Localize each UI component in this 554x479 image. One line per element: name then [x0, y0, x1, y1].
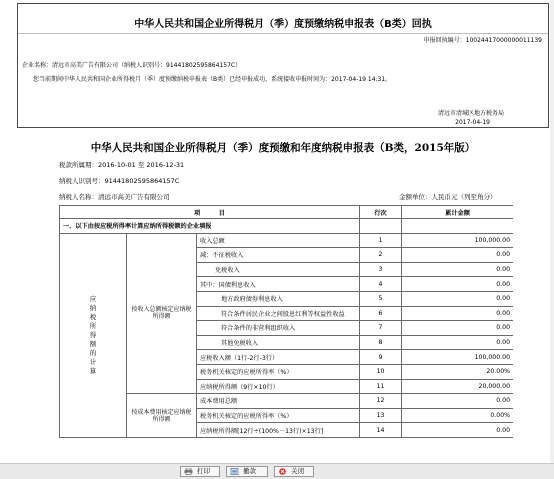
receipt-box: [17, 3, 549, 128]
print-button[interactable]: [180, 466, 220, 477]
receipt-title: 中华人民共和国企业所得税月（季）度预缴纳税申报表（B类）回执: [134, 19, 432, 30]
row-no: 10: [360, 364, 402, 379]
table-header-row: [60, 206, 514, 219]
row-no: 12: [360, 394, 402, 409]
group-income: 按收入总额核定应纳税所得额: [127, 233, 197, 394]
vertical-label-cell: [60, 233, 127, 437]
document-icon: [230, 468, 239, 475]
row-amount[interactable]: 20.00%: [402, 364, 513, 379]
row-no: 11: [360, 379, 402, 394]
section-amount: [402, 219, 513, 234]
row-amount[interactable]: 0.00: [402, 248, 513, 263]
row-amount[interactable]: 0.00: [402, 394, 513, 409]
row-no: 4: [360, 277, 402, 292]
close-button[interactable]: [274, 466, 314, 477]
row-label: 税务机关核定的应税所得率（%）: [197, 408, 360, 423]
header-item: 项 目: [60, 206, 360, 219]
receipt-message: 您当前期间中华人民共和国企业所得税月（季）度预缴纳税申报表（B类）已经申报成功，系统接收申报时间为：2017-04-19 14:31。: [33, 76, 392, 83]
row-label: 免税收入: [197, 262, 360, 277]
receipt-office: 清远市清城区地方税务局: [437, 110, 504, 117]
bottom-toolbar: [0, 463, 554, 479]
receipt-number-value: 10024417000000011139: [465, 37, 542, 44]
row-amount[interactable]: 0.00: [402, 321, 513, 336]
row-label: 符合条件的非营利组织收入: [197, 321, 360, 336]
row-label: 应纳税所得额[12行÷(100%－13行)×13行]: [197, 423, 360, 438]
currency-unit: 金额单位：人民币元（列至角分）: [399, 193, 497, 201]
header-row-no: 行次: [360, 206, 402, 219]
form-title: 中华人民共和国企业所得税月（季）度预缴和年度纳税申报表（B类，2015年版）: [90, 142, 476, 154]
print-label: 打印: [197, 467, 210, 475]
row-label: 符合条件居民企业之间股息红利等权益性收益: [197, 306, 360, 321]
row-label: 收入总额: [197, 233, 360, 248]
receipt-number: [424, 35, 542, 44]
close-label: 关闭: [291, 467, 304, 475]
row-no: 3: [360, 262, 402, 277]
row-amount[interactable]: 0.00%: [402, 408, 513, 423]
row-label: 成本费用总额: [197, 394, 360, 409]
row-label: 其中：国债利息收入: [197, 277, 360, 292]
withdraw-button[interactable]: [226, 466, 268, 477]
row-amount[interactable]: 100,000.00: [402, 350, 513, 365]
tax-period: 税款所属期：2016-10-01 至 2016-12-31: [59, 161, 185, 169]
row-amount[interactable]: 0.00: [402, 306, 513, 321]
row-no: 9: [360, 350, 402, 365]
section-title: 一、以下由按应税所得率计算应纳所得税额的企业填报: [60, 219, 360, 234]
receipt-date: 2017-04-19: [455, 119, 490, 126]
row-no: 5: [360, 291, 402, 306]
row-no: 6: [360, 306, 402, 321]
row-label: 应纳税所得额（9行×10行）: [197, 379, 360, 394]
row-label: 应税收入额（1行-2行-3行）: [197, 350, 360, 365]
taxpayer-name: 纳税人名称：清远市高美广告有限公司: [59, 193, 170, 201]
receipt-number-label: 申报回执编号：: [423, 37, 466, 44]
section-no: [360, 219, 402, 234]
row-no: 7: [360, 321, 402, 336]
row-no: 8: [360, 335, 402, 350]
tax-table: [59, 205, 513, 438]
row-label: 其他免税收入: [197, 335, 360, 350]
table-row: [60, 233, 514, 248]
row-amount[interactable]: 100,000.00: [402, 233, 513, 248]
vertical-label: 应纳税所得额的计算: [89, 294, 97, 375]
row-amount[interactable]: 0.00: [402, 277, 513, 292]
row-no: 2: [360, 248, 402, 263]
receipt-divider: [18, 33, 548, 34]
withdraw-label: 撤款: [243, 467, 256, 475]
row-amount[interactable]: 0.00: [402, 262, 513, 277]
vertical-scrollbar[interactable]: [550, 0, 554, 463]
printer-icon: [184, 468, 193, 475]
row-no: 1: [360, 233, 402, 248]
taxpayer-id: 纳税人识别号：91441802595864157C: [59, 177, 180, 185]
row-amount[interactable]: 0.00: [402, 335, 513, 350]
receipt-taxpayer: 企业名称：清远市高美广告有限公司（纳税人识别号：91441802595864157C）: [22, 62, 242, 69]
tax-table-wrapper: [59, 205, 513, 463]
table-row: [60, 394, 514, 409]
row-no: 14: [360, 423, 402, 438]
row-label: 税务机关核定的应税所得率（%）: [197, 364, 360, 379]
row-amount[interactable]: 0.00: [402, 291, 513, 306]
group-cost: 按成本费用核定应纳税所得额: [127, 394, 197, 438]
row-amount[interactable]: 0.00: [402, 423, 513, 438]
row-label: 地方政府债券利息收入: [197, 291, 360, 306]
row-no: 13: [360, 408, 402, 423]
row-amount[interactable]: 20,000.00: [402, 379, 513, 394]
header-amount: 累计金额: [402, 206, 513, 219]
row-label: 减：不征税收入: [197, 248, 360, 263]
section-row: [60, 219, 514, 234]
close-icon: [278, 468, 287, 475]
